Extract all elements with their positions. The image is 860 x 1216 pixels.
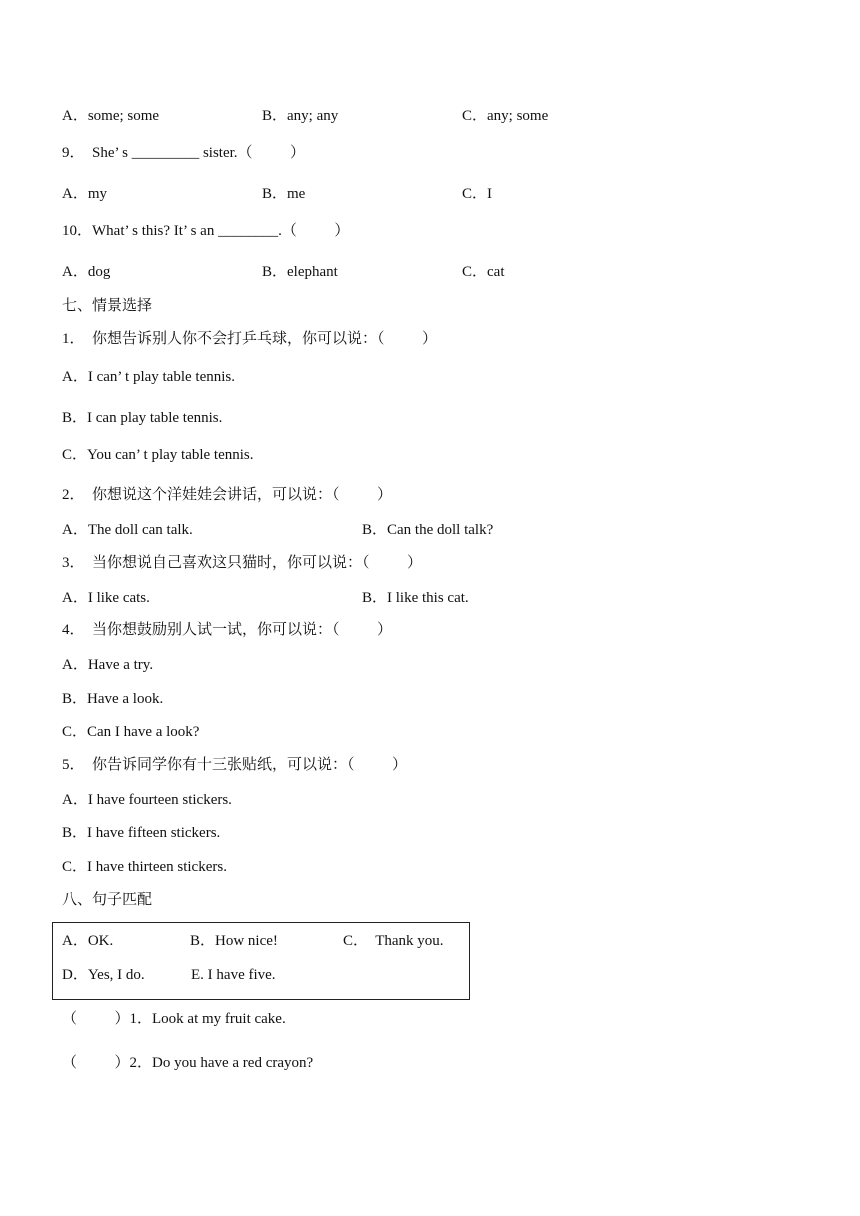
q9-option-a: A．my [62, 186, 108, 202]
s7-q1-option-a: A．I can’ t play table tennis. [62, 369, 235, 385]
s7-q3-stem: 3． 当你想说自己喜欢这只猫时，你可以说：（ ） [62, 555, 423, 571]
s7-q1-stem: 1． 你想告诉别人你不会打乒乓球，你可以说：（ ） [62, 331, 438, 347]
box-option-e: E. I have five. [191, 967, 276, 983]
q8-option-a: A．some; some [62, 108, 160, 124]
q9-option-b: B．me [262, 186, 306, 202]
s7-q3-option-b: B．I like this cat. [362, 590, 469, 606]
s7-q5-option-b: B．I have fifteen stickers. [62, 825, 221, 841]
s7-q5-option-c: C．I have thirteen stickers. [62, 859, 227, 875]
q10-stem: 10．What’ s this? It’ s an ________.（ ） [62, 223, 350, 239]
s7-q1-option-b: B．I can play table tennis. [62, 410, 223, 426]
match-item-1: （ ）1．Look at my fruit cake. [62, 1011, 286, 1027]
q10-option-b: B．elephant [262, 264, 338, 280]
s7-q4-option-a: A．Have a try. [62, 657, 154, 673]
s7-q2-option-a: A．The doll can talk. [62, 522, 193, 538]
section7-title: 七、情景选择 [62, 298, 153, 314]
s7-q2-option-b: B．Can the doll talk? [362, 522, 494, 538]
s7-q5-stem: 5． 你告诉同学你有十三张贴纸，可以说：（ ） [62, 757, 408, 773]
box-option-c: C． Thank you. [343, 933, 444, 949]
s7-q4-option-c: C．Can I have a look? [62, 724, 200, 740]
q9-stem: 9． She’ s _________ sister.（ ） [62, 145, 306, 161]
q8-option-c: C．any; some [462, 108, 549, 124]
s7-q4-stem: 4． 当你想鼓励别人试一试，你可以说：（ ） [62, 622, 393, 638]
s7-q3-option-a: A．I like cats. [62, 590, 150, 606]
q8-option-b: B．any; any [262, 108, 339, 124]
q10-option-c: C．cat [462, 264, 505, 280]
q9-option-c: C．I [462, 186, 493, 202]
box-option-d: D．Yes, I do. [62, 967, 145, 983]
box-option-a: A．OK. [62, 933, 114, 949]
s7-q2-stem: 2． 你想说这个洋娃娃会讲话，可以说：（ ） [62, 487, 393, 503]
box-option-b: B．How nice! [190, 933, 278, 949]
s7-q5-option-a: A．I have fourteen stickers. [62, 792, 232, 808]
section8-title: 八、句子匹配 [62, 892, 153, 908]
s7-q1-option-c: C．You can’ t play table tennis. [62, 447, 254, 463]
match-item-2: （ ）2．Do you have a red crayon? [62, 1055, 314, 1071]
s7-q4-option-b: B．Have a look. [62, 691, 164, 707]
q10-option-a: A．dog [62, 264, 111, 280]
